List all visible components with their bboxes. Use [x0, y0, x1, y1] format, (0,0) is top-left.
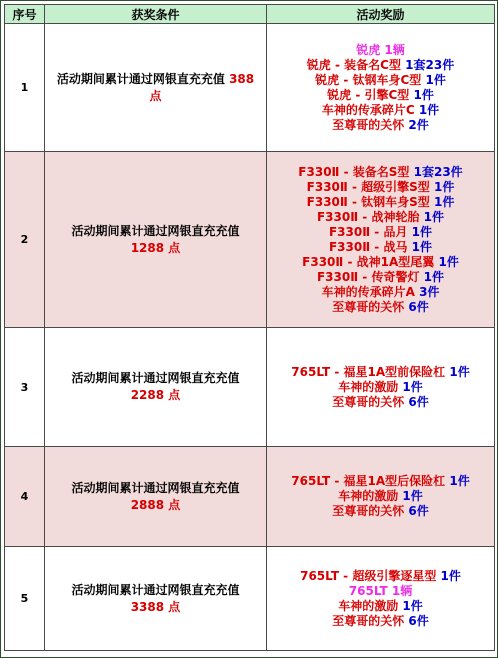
reward-name: F330Ⅱ - 品月: [328, 224, 408, 239]
reward-item: [267, 300, 494, 315]
reward-qty: 1件: [423, 209, 445, 224]
reward-item: [267, 255, 494, 270]
reward-cell: [267, 24, 495, 152]
reward-qty: 1件: [402, 489, 423, 503]
reward-list: [267, 165, 494, 315]
reward-list: [267, 365, 494, 410]
reward-item: [267, 380, 494, 395]
reward-name: 车神的激励: [338, 379, 399, 394]
reward-qty: 1件: [423, 269, 445, 284]
reward-qty: 1件: [438, 254, 459, 269]
table-row: [5, 447, 495, 547]
reward-name: 765LT - 福星1A型前保险杠: [291, 364, 446, 379]
amount-value: 2888: [130, 497, 165, 512]
reward-name: 765LT: [348, 583, 388, 598]
amount-value: 2288: [130, 388, 165, 402]
amount-unit: 点: [168, 388, 181, 402]
reward-item: [267, 240, 494, 255]
reward-name: 车神的传承碎片C: [321, 102, 415, 117]
reward-name: 锐虎 - 钛钢车身C型: [315, 72, 422, 87]
reward-qty: 1套23件: [413, 164, 463, 179]
reward-cell: [267, 547, 495, 651]
table-row: [5, 328, 495, 447]
table-header: [5, 5, 495, 24]
reward-item: [267, 180, 494, 195]
reward-item: [267, 73, 494, 88]
reward-item: [267, 584, 494, 599]
reward-name: 至尊哥的关怀: [332, 394, 405, 409]
reward-list: [267, 569, 494, 629]
reward-qty: 6件: [408, 613, 429, 628]
reward-item: [267, 43, 494, 58]
reward-qty: 1件: [418, 102, 440, 117]
reward-name: F330Ⅱ - 装备名S型: [298, 164, 410, 179]
reward-item: [267, 225, 494, 240]
reward-item: [267, 474, 494, 489]
reward-item: [267, 118, 494, 133]
reward-qty: 1件: [433, 194, 455, 209]
reward-item: [267, 195, 494, 210]
condition-text-block: [45, 480, 266, 514]
reward-name: F330Ⅱ - 战马: [328, 239, 408, 254]
header-condition: 获奖条件: [45, 5, 267, 24]
reward-item: [267, 395, 494, 410]
reward-qty: 6件: [408, 504, 429, 518]
condition-text-block: [45, 71, 266, 105]
condition-text: 活动期间累计通过网银直充充值: [71, 582, 240, 597]
condition-text: 活动期间累计通过网银直充充值: [71, 371, 240, 385]
amount-value: 388: [229, 71, 255, 86]
reward-qty: 1件: [449, 474, 470, 488]
reward-qty: 1件: [440, 568, 461, 583]
reward-qty: 1辆: [384, 42, 405, 57]
reward-name: F330Ⅱ - 传奇警灯: [316, 269, 420, 284]
reward-qty: 6件: [408, 394, 429, 409]
reward-cell: [267, 328, 495, 447]
row-index: 1: [5, 24, 45, 152]
reward-name: 765LT - 福星1A型后保险杠: [291, 474, 446, 488]
amount-value: 3388: [130, 599, 165, 614]
reward-name: F330Ⅱ - 战神1A型尾翼: [302, 254, 435, 269]
reward-name: 车神的激励: [338, 598, 399, 613]
reward-item: [267, 103, 494, 118]
reward-qty: 1件: [411, 224, 433, 239]
reward-cell: [267, 447, 495, 547]
header-reward: 活动奖励: [267, 5, 495, 24]
amount-unit: 点: [149, 88, 162, 103]
reward-name: 765LT - 超级引擎逐星型: [300, 568, 437, 583]
reward-qty: 1件: [425, 72, 446, 87]
condition-text: 活动期间累计通过网银直充充值: [71, 223, 240, 238]
table-row: [5, 547, 495, 651]
reward-name: 车神的传承碎片A: [321, 284, 415, 299]
reward-list: [267, 474, 494, 519]
reward-name: F330Ⅱ - 超级引擎S型: [306, 179, 430, 194]
reward-item: [267, 569, 494, 584]
condition-cell: [45, 152, 267, 328]
reward-name: 至尊哥的关怀: [332, 117, 405, 132]
condition-text-block: [45, 223, 266, 257]
amount-unit: 点: [168, 240, 181, 255]
reward-name: 至尊哥的关怀: [332, 613, 405, 628]
reward-qty: 1件: [449, 364, 470, 379]
condition-cell: [45, 328, 267, 447]
reward-name: 车神的激励: [338, 489, 399, 503]
condition-cell: [45, 447, 267, 547]
reward-item: [267, 58, 494, 73]
reward-qty: 1辆: [391, 583, 413, 598]
reward-item: [267, 210, 494, 225]
reward-item: [267, 165, 494, 180]
row-index: 3: [5, 328, 45, 447]
reward-qty: 1件: [402, 379, 423, 394]
reward-qty: 1件: [411, 239, 433, 254]
reward-item: [267, 270, 494, 285]
reward-item: [267, 285, 494, 300]
reward-qty: 3件: [419, 284, 440, 299]
reward-cell: [267, 152, 495, 328]
row-index: 2: [5, 152, 45, 328]
row-index: 4: [5, 447, 45, 547]
reward-name: 至尊哥的关怀: [332, 504, 405, 518]
condition-text-block: [45, 582, 266, 616]
row-index: 5: [5, 547, 45, 651]
reward-list: [267, 43, 494, 133]
reward-item: [267, 489, 494, 504]
reward-name: F330Ⅱ - 钛钢车身S型: [306, 194, 430, 209]
reward-qty: 6件: [408, 299, 429, 314]
reward-name: 锐虎 - 引擎C型: [327, 87, 410, 102]
amount-unit: 点: [168, 599, 181, 614]
reward-item: [267, 88, 494, 103]
condition-text: 活动期间累计通过网银直充充值: [71, 480, 240, 495]
reward-name: 锐虎 - 装备名C型: [306, 57, 401, 72]
reward-item: [267, 365, 494, 380]
reward-name: F330Ⅱ - 战神轮胎: [316, 209, 420, 224]
reward-qty: 1件: [402, 598, 423, 613]
amount-value: 1288: [130, 240, 165, 255]
reward-item: [267, 504, 494, 519]
reward-qty: 1套23件: [405, 57, 455, 72]
reward-qty: 2件: [408, 117, 429, 132]
reward-qty: 1件: [433, 179, 455, 194]
condition-text: 活动期间累计通过网银直充充值: [56, 71, 225, 86]
table-row: [5, 24, 495, 152]
condition-text-block: [45, 370, 266, 404]
header-index: 序号: [5, 5, 45, 24]
reward-item: [267, 614, 494, 629]
reward-table: [4, 4, 495, 651]
reward-name: 至尊哥的关怀: [332, 299, 405, 314]
reward-item: [267, 599, 494, 614]
condition-cell: [45, 24, 267, 152]
header-row: [5, 5, 495, 24]
reward-name: 锐虎: [356, 42, 381, 57]
table-row: [5, 152, 495, 328]
condition-cell: [45, 547, 267, 651]
reward-qty: 1件: [413, 87, 434, 102]
amount-unit: 点: [168, 497, 181, 512]
